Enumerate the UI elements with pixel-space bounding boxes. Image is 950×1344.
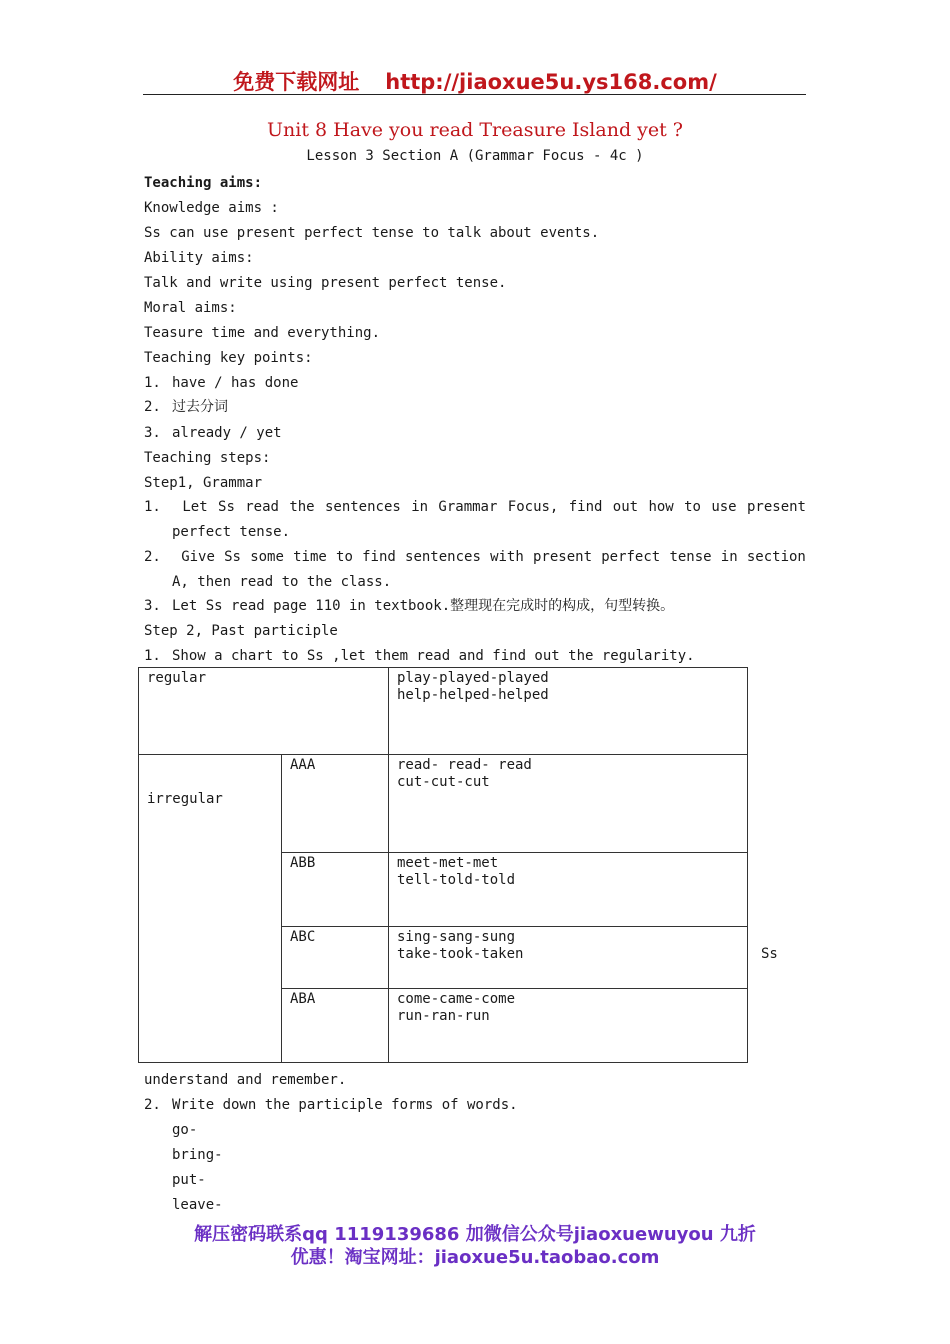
step1-item-2-continuation: A, then read to the class. [172, 574, 392, 590]
chart-row-regular [139, 668, 748, 755]
step1-item-2-word: perfect [601, 549, 661, 565]
pattern-label: AAA [290, 757, 316, 773]
key-point-2-number: 2. [144, 399, 161, 415]
word-item: go- [172, 1122, 198, 1138]
step1-item-1-word: sentences [324, 499, 401, 515]
step1-item-1-word: Grammar [438, 499, 498, 515]
step2-item-1-text: Show a chart to Ss ,let them read and find out the regularity. [172, 648, 695, 664]
key-point-3 [144, 424, 282, 442]
key-point-2 [144, 398, 228, 416]
example: take-took-taken [397, 946, 524, 962]
step2-item-2-text: Write down the participle forms of words. [172, 1097, 518, 1113]
moral-aims-text: Teasure time and everything. [144, 325, 381, 341]
pattern-label: ABC [290, 929, 316, 945]
step1-item-2-word: section [746, 549, 806, 565]
step1-item-1-word: Let [182, 499, 208, 515]
irregular-label: irregular [147, 791, 223, 807]
word-item: bring- [172, 1147, 223, 1163]
header-label: 免费下载网址 [233, 70, 360, 94]
step1-item-2-word: present [533, 549, 593, 565]
participle-chart [138, 667, 748, 1063]
key-point-1-number: 1. [144, 375, 161, 391]
step1-item-2-word: some [250, 549, 284, 565]
key-point-2-text: 过去分词 [172, 399, 228, 415]
irregular-label-cell [139, 755, 282, 1063]
page-title: Unit 8 Have you read Treasure Island yet ? [267, 119, 683, 141]
teaching-steps-label: Teaching steps: [144, 450, 271, 466]
step1-item-1-word: in [411, 499, 429, 515]
footer-line-1: 解压密码联系qq 1119139686 加微信公众号jiaoxuewuyou 九折 [194, 1224, 756, 1245]
word-item: put- [172, 1172, 206, 1188]
step1-heading: Step1, Grammar [144, 475, 263, 491]
step2-heading: Step 2, Past participle [144, 623, 338, 639]
step1-item-1-word: to [684, 499, 701, 515]
step1-item-1-word: how [648, 499, 674, 515]
example: cut-cut-cut [397, 774, 490, 790]
pattern-label: ABA [290, 991, 316, 1007]
chart-row-aaa [139, 755, 748, 853]
step1-item-2-word: Give [181, 549, 215, 565]
step1-item-2-word: find [362, 549, 396, 565]
example: run-ran-run [397, 1008, 490, 1024]
header-url-link[interactable]: http://jiaoxue5u.ys168.com/ [385, 70, 717, 94]
step1-item-2-word: sentences [405, 549, 481, 565]
key-point-1 [144, 374, 298, 392]
step1-item-2-word: in [720, 549, 738, 565]
step1-item-3-number: 3. [144, 598, 161, 614]
pattern-cell [282, 755, 389, 853]
step1-item-2-word: to [336, 549, 353, 565]
pattern-cell [282, 853, 389, 927]
example: tell-told-told [397, 872, 516, 888]
after-table-text: understand and remember. [144, 1072, 347, 1088]
examples-cell [389, 755, 748, 853]
regular-example: play-played-played [397, 670, 549, 686]
page-subtitle: Lesson 3 Section A (Grammar Focus - 4c ) [306, 148, 644, 164]
step2-item-2 [144, 1096, 518, 1114]
example: come-came-come [397, 991, 516, 1007]
knowledge-aims-text: Ss can use present perfect tense to talk about events. [144, 225, 600, 241]
step1-item-1 [144, 498, 806, 516]
regular-label-cell [139, 668, 389, 755]
teaching-aims-heading: Teaching aims: [144, 175, 263, 191]
step1-item-1-word: the [289, 499, 315, 515]
key-points-label: Teaching key points: [144, 350, 313, 366]
step2-item-1 [144, 647, 695, 665]
step1-item-1-word: use [711, 499, 737, 515]
footer-line-2: 优惠！淘宝网址：jiaoxue5u.taobao.com [290, 1247, 660, 1268]
examples-cell [389, 989, 748, 1063]
key-point-3-text: already / yet [172, 425, 282, 441]
step1-item-1-word: Focus, [507, 499, 559, 515]
key-point-1-text: have / has done [172, 375, 299, 391]
ability-aims-label: Ability aims: [144, 250, 254, 266]
step1-item-1-word: present [746, 499, 806, 515]
step1-item-2 [144, 548, 806, 566]
key-point-3-number: 3. [144, 425, 161, 441]
example: read- read- read [397, 757, 532, 773]
step1-item-2-number: 2. [144, 549, 161, 565]
step1-item-2-word: tense [669, 549, 712, 565]
step1-item-1-word: find [568, 499, 603, 515]
step1-item-2-word: with [490, 549, 524, 565]
step1-item-2-word: time [293, 549, 327, 565]
example: sing-sang-sung [397, 929, 516, 945]
step2-item-2-number: 2. [144, 1097, 161, 1113]
header-banner [0, 66, 950, 96]
regular-example: help-helped-helped [397, 687, 549, 703]
step1-item-1-continuation: perfect tense. [172, 524, 291, 540]
examples-cell [389, 853, 748, 927]
step1-item-2-word: Ss [224, 549, 241, 565]
ability-aims-text: Talk and write using present perfect tense. [144, 275, 507, 291]
pattern-label: ABB [290, 855, 316, 871]
step1-item-1-number: 1. [144, 499, 161, 515]
table-side-note: Ss [761, 946, 778, 962]
step1-item-1-word: out [612, 499, 639, 515]
regular-label: regular [147, 670, 207, 686]
examples-cell [389, 927, 748, 989]
step1-item-3 [144, 597, 674, 615]
moral-aims-label: Moral aims: [144, 300, 237, 316]
step1-item-1-word: read [245, 499, 279, 515]
knowledge-aims-label: Knowledge aims : [144, 200, 279, 216]
word-item: leave- [172, 1197, 223, 1213]
step2-item-1-number: 1. [144, 648, 161, 664]
step1-item-3-text: Let Ss read page 110 in textbook.整理现在完成时的构成，句型转换。 [172, 598, 675, 614]
step1-item-1-word: Ss [218, 499, 235, 515]
header-divider [143, 94, 806, 95]
example: meet-met-met [397, 855, 499, 871]
pattern-cell [282, 989, 389, 1063]
regular-examples-cell [389, 668, 748, 755]
pattern-cell [282, 927, 389, 989]
